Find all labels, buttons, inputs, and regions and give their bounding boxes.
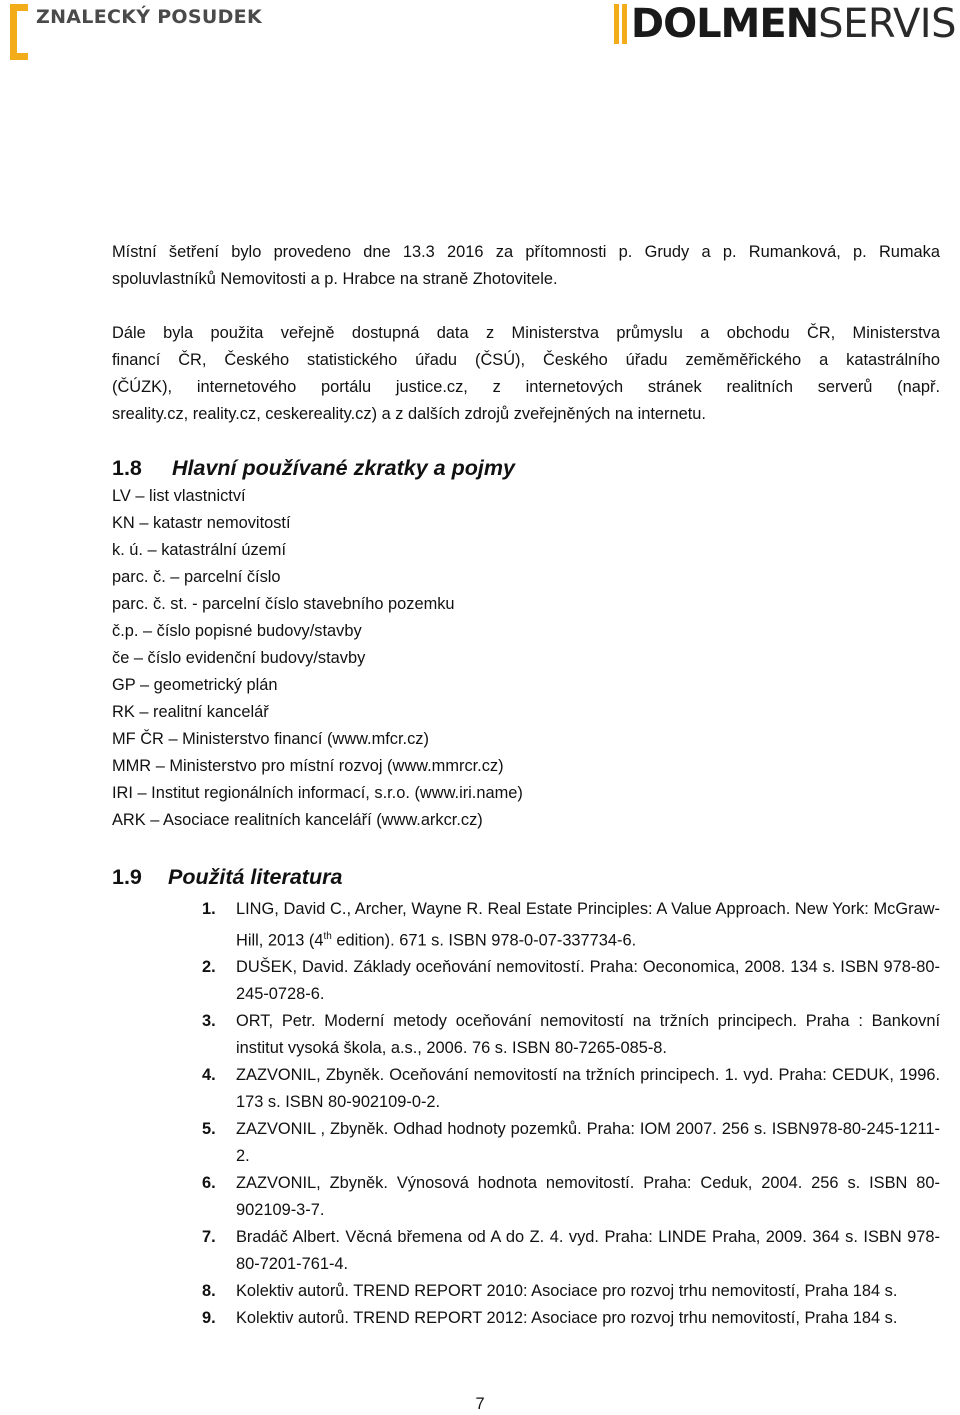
item-text: LING, David C., Archer, Wayne R. Real Estate Principles: A Value Approach. New York: McGraw-Hill, 2013 (4th edition). 671 s. ISBN 978-0-07-337734-6. <box>236 900 940 950</box>
text-line: sreality.cz, reality.cz, ceskereality.cz) a z dalších zdrojů zveřejněných na internetu. <box>112 405 706 423</box>
text-line: spoluvlastníků Nemovitosti a p. Hrabce na straně Zhotovitele. <box>112 270 558 288</box>
list-item: RK – realitní kancelář <box>112 703 269 721</box>
text-line: (ČÚZK), internetového portálu justice.cz, z internetových stránek realitních serverů (např. <box>112 378 940 396</box>
list-item: GP – geometrický plán <box>112 676 278 694</box>
logo-text-strong: DOLMEN <box>630 1 819 47</box>
item-text: ORT, Petr. Moderní metody oceňování nemovitostí na tržních principech. Praha : Bankovní institut vysoká škola, a.s., 2006. 76 s. ISBN 80-7265-085-8. <box>236 1012 940 1058</box>
literature-list <box>202 896 940 1332</box>
item-text: ZAZVONIL, Zbyněk. Výnosová hodnota nemovitostí. Praha: Ceduk, 2004. 256 s. ISBN 80-902109-3-7. <box>236 1174 940 1220</box>
item-text: DUŠEK, David. Základy oceňování nemovitostí. Praha: Oeconomica, 2008. 134 s. ISBN 978-80-245-0728-6. <box>236 958 940 1004</box>
literature-item <box>202 1278 940 1305</box>
item-text: Bradáč Albert. Věcná břemena od A do Z. 4. vyd. Praha: LINDE Praha, 2009. 364 s. ISBN 978-80-7201-761-4. <box>236 1228 940 1274</box>
page-number: 7 <box>475 1395 485 1413</box>
item-number: 9. <box>202 1309 216 1328</box>
item-number: 3. <box>202 1012 216 1031</box>
item-number: 7. <box>202 1228 216 1247</box>
literature-item <box>202 1008 940 1062</box>
item-text: ZAZVONIL , Zbyněk. Odhad hodnoty pozemků. Praha: IOM 2007. 256 s. ISBN978-80-245-1211-2. <box>236 1120 940 1166</box>
logo-bars-icon <box>614 4 628 44</box>
list-item: ARK – Asociace realitních kanceláří (www.arkcr.cz) <box>112 811 483 829</box>
list-item: parc. č. – parcelní číslo <box>112 568 281 586</box>
literature-item <box>202 1305 940 1332</box>
text-line: financí ČR, Českého statistického úřadu (ČSÚ), Českého úřadu zeměměřického a katastrálního <box>112 351 940 369</box>
item-text: Kolektiv autorů. TREND REPORT 2010: Asociace pro rozvoj trhu nemovitostí, Praha 184 s. <box>236 1282 898 1301</box>
item-text: ZAZVONIL, Zbyněk. Oceňování nemovitostí na tržních principech. 1. vyd. Praha: CEDUK, 1996. 173 s. ISBN 80-902109-0-2. <box>236 1066 940 1112</box>
literature-item <box>202 896 940 954</box>
company-logo <box>614 1 956 47</box>
list-item: k. ú. – katastrální území <box>112 541 286 559</box>
intro-paragraph-1 <box>112 239 940 293</box>
list-item: parc. č. st. - parcelní číslo stavebního pozemku <box>112 595 455 613</box>
section-number: 1.8 <box>112 456 142 480</box>
literature-item <box>202 1062 940 1116</box>
item-text: Kolektiv autorů. TREND REPORT 2012: Asociace pro rozvoj trhu nemovitostí, Praha 184 s. <box>236 1309 898 1328</box>
list-item: KN – katastr nemovitostí <box>112 514 291 532</box>
item-number: 8. <box>202 1282 216 1301</box>
item-number: 2. <box>202 958 216 977</box>
section-title: Hlavní používané zkratky a pojmy <box>172 456 515 480</box>
section-heading-literature <box>112 862 940 892</box>
text-line: Místní šetření bylo provedeno dne 13.3 2016 za přítomnosti p. Grudy a p. Rumanková, p. Rumaka <box>112 243 940 261</box>
item-number: 6. <box>202 1174 216 1193</box>
logo-text-light: SERVIS <box>818 1 956 47</box>
list-item: MF ČR – Ministerstvo financí (www.mfcr.cz) <box>112 730 429 748</box>
list-item: LV – list vlastnictví <box>112 487 246 505</box>
list-item: MMR – Ministerstvo pro místní rozvoj (www.mmrcr.cz) <box>112 757 504 775</box>
list-item: če – číslo evidenční budovy/stavby <box>112 649 366 667</box>
literature-item <box>202 1170 940 1224</box>
page-content <box>112 239 940 1332</box>
abbreviation-list <box>112 483 940 834</box>
literature-item <box>202 1116 940 1170</box>
bracket-logo-icon <box>8 2 34 62</box>
document-title: ZNALECKÝ POSUDEK <box>36 6 262 28</box>
intro-paragraph-2 <box>112 320 940 428</box>
list-item: č.p. – číslo popisné budovy/stavby <box>112 622 362 640</box>
item-number: 1. <box>202 900 216 918</box>
section-number: 1.9 <box>112 865 142 889</box>
section-heading-abbreviations <box>112 453 940 483</box>
text-line: Dále byla použita veřejně dostupná data z Ministerstva průmyslu a obchodu ČR, Ministerstva <box>112 324 940 342</box>
list-item: IRI – Institut regionálních informací, s.r.o. (www.iri.name) <box>112 784 523 802</box>
section-title: Použitá literatura <box>168 865 343 889</box>
item-number: 4. <box>202 1066 216 1085</box>
item-number: 5. <box>202 1120 216 1139</box>
header-left <box>8 2 262 62</box>
literature-item <box>202 954 940 1008</box>
literature-item <box>202 1224 940 1278</box>
